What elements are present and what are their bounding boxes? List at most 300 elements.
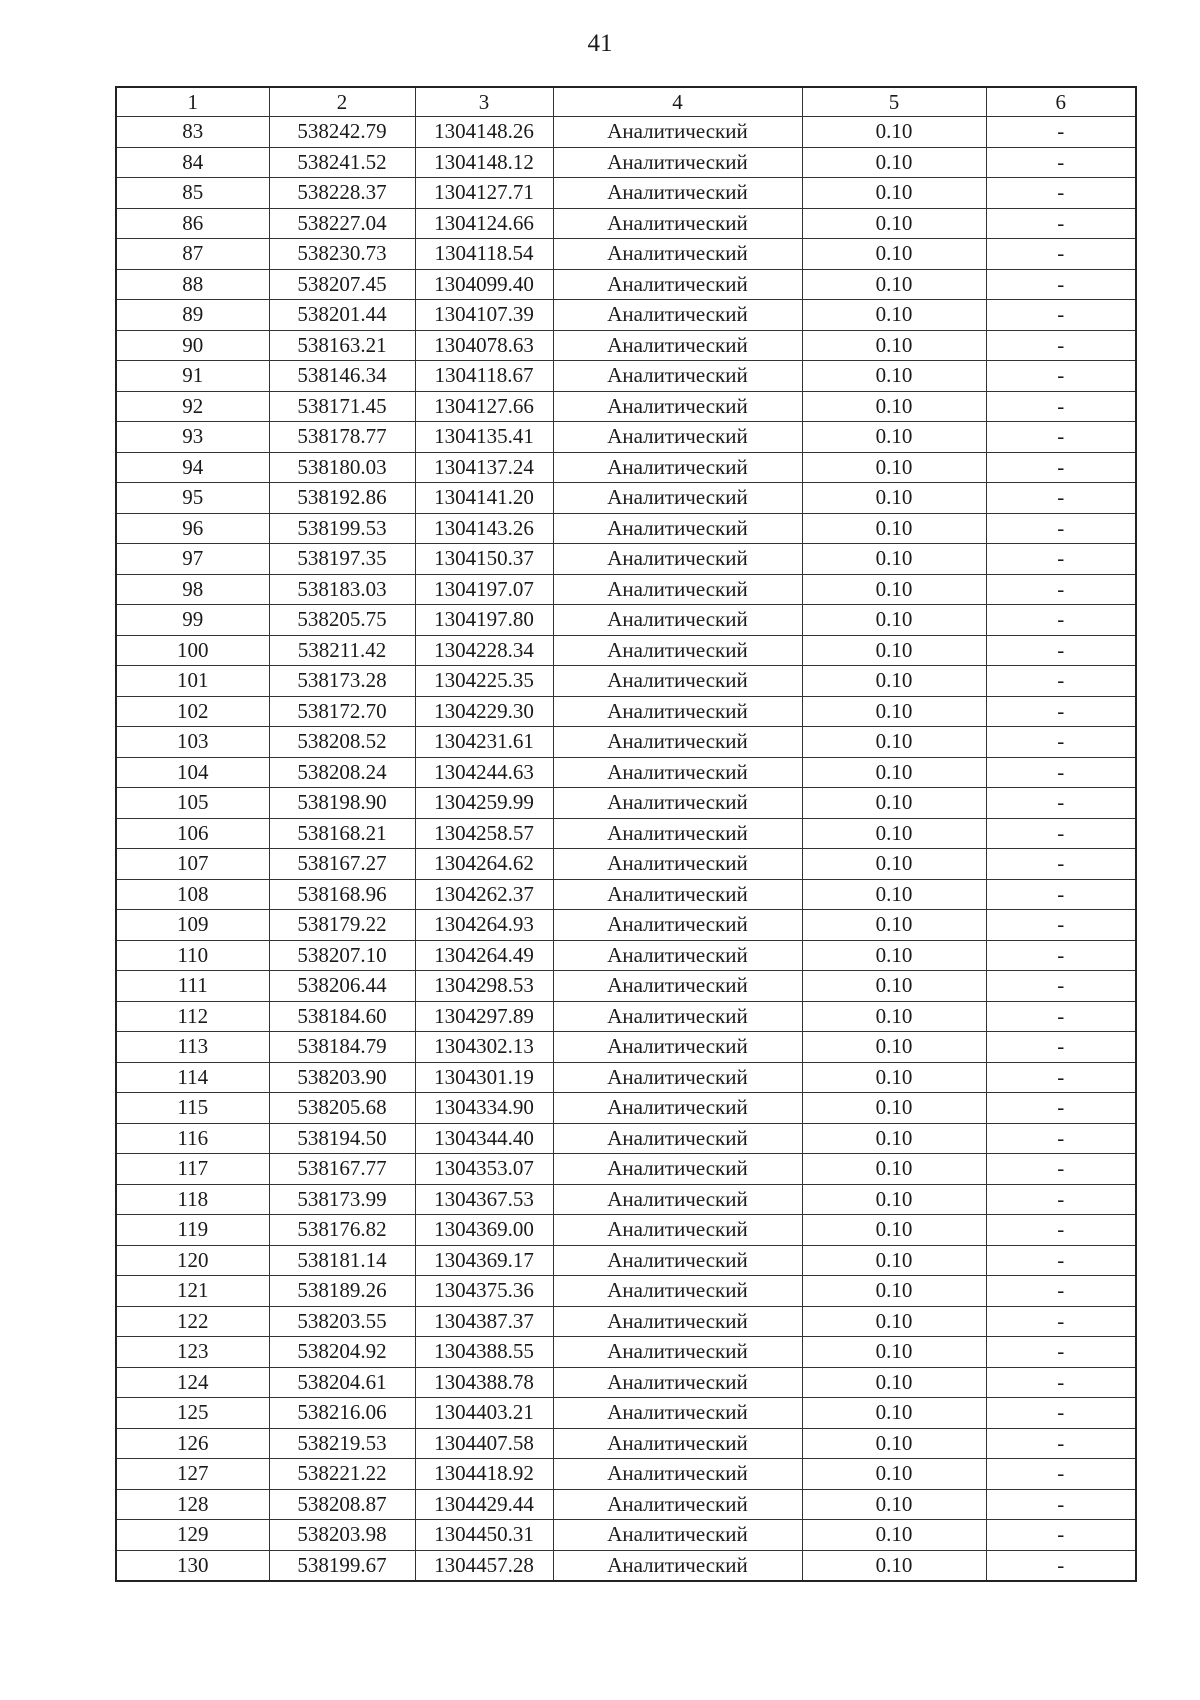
y-coordinate-cell: 1304298.53 (415, 971, 553, 1002)
point-number-cell: 93 (116, 422, 269, 453)
y-coordinate-cell: 1304264.62 (415, 849, 553, 880)
y-coordinate-cell: 1304127.71 (415, 178, 553, 209)
y-coordinate-cell: 1304143.26 (415, 513, 553, 544)
point-number-cell: 87 (116, 239, 269, 270)
accuracy-cell: 0.10 (802, 117, 986, 148)
x-coordinate-cell: 538205.75 (269, 605, 415, 636)
point-number-cell: 103 (116, 727, 269, 758)
x-coordinate-cell: 538168.96 (269, 879, 415, 910)
method-cell: Аналитический (553, 1123, 802, 1154)
x-coordinate-cell: 538199.53 (269, 513, 415, 544)
note-cell: - (986, 239, 1136, 270)
x-coordinate-cell: 538204.61 (269, 1367, 415, 1398)
x-coordinate-cell: 538227.04 (269, 208, 415, 239)
note-cell: - (986, 1062, 1136, 1093)
method-cell: Аналитический (553, 544, 802, 575)
column-header: 6 (986, 87, 1136, 117)
method-cell: Аналитический (553, 788, 802, 819)
method-cell: Аналитический (553, 452, 802, 483)
y-coordinate-cell: 1304264.49 (415, 940, 553, 971)
accuracy-cell: 0.10 (802, 1245, 986, 1276)
method-cell: Аналитический (553, 269, 802, 300)
x-coordinate-cell: 538242.79 (269, 117, 415, 148)
method-cell: Аналитический (553, 1215, 802, 1246)
accuracy-cell: 0.10 (802, 1123, 986, 1154)
table-row (116, 1337, 1136, 1368)
point-number-cell: 117 (116, 1154, 269, 1185)
note-cell: - (986, 1001, 1136, 1032)
table-row (116, 788, 1136, 819)
x-coordinate-cell: 538180.03 (269, 452, 415, 483)
column-header: 3 (415, 87, 553, 117)
y-coordinate-cell: 1304367.53 (415, 1184, 553, 1215)
method-cell: Аналитический (553, 147, 802, 178)
x-coordinate-cell: 538207.10 (269, 940, 415, 971)
y-coordinate-cell: 1304148.26 (415, 117, 553, 148)
note-cell: - (986, 818, 1136, 849)
table-header-row (116, 87, 1136, 117)
note-cell: - (986, 1367, 1136, 1398)
note-cell: - (986, 1398, 1136, 1429)
note-cell: - (986, 147, 1136, 178)
method-cell: Аналитический (553, 1306, 802, 1337)
table-row (116, 666, 1136, 697)
table-row (116, 1215, 1136, 1246)
accuracy-cell: 0.10 (802, 666, 986, 697)
table-row (116, 1245, 1136, 1276)
method-cell: Аналитический (553, 422, 802, 453)
method-cell: Аналитический (553, 483, 802, 514)
point-number-cell: 113 (116, 1032, 269, 1063)
accuracy-cell: 0.10 (802, 330, 986, 361)
y-coordinate-cell: 1304387.37 (415, 1306, 553, 1337)
x-coordinate-cell: 538201.44 (269, 300, 415, 331)
method-cell: Аналитический (553, 1550, 802, 1581)
x-coordinate-cell: 538221.22 (269, 1459, 415, 1490)
accuracy-cell: 0.10 (802, 727, 986, 758)
method-cell: Аналитический (553, 117, 802, 148)
point-number-cell: 96 (116, 513, 269, 544)
x-coordinate-cell: 538173.28 (269, 666, 415, 697)
x-coordinate-cell: 538167.27 (269, 849, 415, 880)
x-coordinate-cell: 538208.87 (269, 1489, 415, 1520)
point-number-cell: 88 (116, 269, 269, 300)
table-row (116, 696, 1136, 727)
accuracy-cell: 0.10 (802, 1489, 986, 1520)
page-number: 41 (587, 30, 613, 57)
accuracy-cell: 0.10 (802, 1062, 986, 1093)
x-coordinate-cell: 538179.22 (269, 910, 415, 941)
table-row (116, 940, 1136, 971)
x-coordinate-cell: 538207.45 (269, 269, 415, 300)
accuracy-cell: 0.10 (802, 849, 986, 880)
accuracy-cell: 0.10 (802, 391, 986, 422)
point-number-cell: 102 (116, 696, 269, 727)
point-number-cell: 124 (116, 1367, 269, 1398)
y-coordinate-cell: 1304457.28 (415, 1550, 553, 1581)
point-number-cell: 125 (116, 1398, 269, 1429)
accuracy-cell: 0.10 (802, 635, 986, 666)
table-row (116, 239, 1136, 270)
y-coordinate-cell: 1304225.35 (415, 666, 553, 697)
method-cell: Аналитический (553, 1459, 802, 1490)
note-cell: - (986, 1520, 1136, 1551)
y-coordinate-cell: 1304135.41 (415, 422, 553, 453)
x-coordinate-cell: 538163.21 (269, 330, 415, 361)
method-cell: Аналитический (553, 1428, 802, 1459)
column-header: 4 (553, 87, 802, 117)
y-coordinate-cell: 1304228.34 (415, 635, 553, 666)
method-cell: Аналитический (553, 300, 802, 331)
point-number-cell: 121 (116, 1276, 269, 1307)
x-coordinate-cell: 538176.82 (269, 1215, 415, 1246)
x-coordinate-cell: 538211.42 (269, 635, 415, 666)
table-row (116, 1428, 1136, 1459)
x-coordinate-cell: 538184.79 (269, 1032, 415, 1063)
table-row (116, 1093, 1136, 1124)
y-coordinate-cell: 1304107.39 (415, 300, 553, 331)
x-coordinate-cell: 538189.26 (269, 1276, 415, 1307)
note-cell: - (986, 757, 1136, 788)
point-number-cell: 100 (116, 635, 269, 666)
x-coordinate-cell: 538197.35 (269, 544, 415, 575)
y-coordinate-cell: 1304118.67 (415, 361, 553, 392)
method-cell: Аналитический (553, 1001, 802, 1032)
note-cell: - (986, 696, 1136, 727)
method-cell: Аналитический (553, 696, 802, 727)
y-coordinate-cell: 1304137.24 (415, 452, 553, 483)
table-row (116, 513, 1136, 544)
method-cell: Аналитический (553, 178, 802, 209)
note-cell: - (986, 1245, 1136, 1276)
point-number-cell: 89 (116, 300, 269, 331)
note-cell: - (986, 269, 1136, 300)
y-coordinate-cell: 1304264.93 (415, 910, 553, 941)
method-cell: Аналитический (553, 1093, 802, 1124)
table-row (116, 391, 1136, 422)
accuracy-cell: 0.10 (802, 239, 986, 270)
table-row (116, 1550, 1136, 1581)
table-row (116, 1032, 1136, 1063)
x-coordinate-cell: 538203.90 (269, 1062, 415, 1093)
note-cell: - (986, 1550, 1136, 1581)
x-coordinate-cell: 538206.44 (269, 971, 415, 1002)
x-coordinate-cell: 538204.92 (269, 1337, 415, 1368)
accuracy-cell: 0.10 (802, 696, 986, 727)
x-coordinate-cell: 538230.73 (269, 239, 415, 270)
table-row (116, 361, 1136, 392)
point-number-cell: 107 (116, 849, 269, 880)
table-row (116, 1398, 1136, 1429)
point-number-cell: 114 (116, 1062, 269, 1093)
x-coordinate-cell: 538178.77 (269, 422, 415, 453)
x-coordinate-cell: 538184.60 (269, 1001, 415, 1032)
y-coordinate-cell: 1304403.21 (415, 1398, 553, 1429)
point-number-cell: 105 (116, 788, 269, 819)
y-coordinate-cell: 1304369.17 (415, 1245, 553, 1276)
point-number-cell: 127 (116, 1459, 269, 1490)
y-coordinate-cell: 1304369.00 (415, 1215, 553, 1246)
accuracy-cell: 0.10 (802, 208, 986, 239)
table-row (116, 1459, 1136, 1490)
note-cell: - (986, 1184, 1136, 1215)
point-number-cell: 112 (116, 1001, 269, 1032)
table-row (116, 330, 1136, 361)
y-coordinate-cell: 1304244.63 (415, 757, 553, 788)
x-coordinate-cell: 538181.14 (269, 1245, 415, 1276)
x-coordinate-cell: 538194.50 (269, 1123, 415, 1154)
point-number-cell: 106 (116, 818, 269, 849)
accuracy-cell: 0.10 (802, 818, 986, 849)
method-cell: Аналитический (553, 910, 802, 941)
x-coordinate-cell: 538241.52 (269, 147, 415, 178)
note-cell: - (986, 574, 1136, 605)
note-cell: - (986, 910, 1136, 941)
x-coordinate-cell: 538208.52 (269, 727, 415, 758)
point-number-cell: 104 (116, 757, 269, 788)
table-row (116, 879, 1136, 910)
method-cell: Аналитический (553, 727, 802, 758)
note-cell: - (986, 971, 1136, 1002)
table-row (116, 178, 1136, 209)
point-number-cell: 95 (116, 483, 269, 514)
table-row (116, 1184, 1136, 1215)
accuracy-cell: 0.10 (802, 879, 986, 910)
note-cell: - (986, 849, 1136, 880)
point-number-cell: 111 (116, 971, 269, 1002)
method-cell: Аналитический (553, 1245, 802, 1276)
point-number-cell: 109 (116, 910, 269, 941)
point-number-cell: 91 (116, 361, 269, 392)
x-coordinate-cell: 538171.45 (269, 391, 415, 422)
accuracy-cell: 0.10 (802, 1520, 986, 1551)
note-cell: - (986, 422, 1136, 453)
point-number-cell: 118 (116, 1184, 269, 1215)
table-row (116, 1154, 1136, 1185)
method-cell: Аналитический (553, 1032, 802, 1063)
accuracy-cell: 0.10 (802, 1337, 986, 1368)
point-number-cell: 126 (116, 1428, 269, 1459)
coordinates-table (115, 86, 1137, 1582)
y-coordinate-cell: 1304231.61 (415, 727, 553, 758)
y-coordinate-cell: 1304262.37 (415, 879, 553, 910)
table-row (116, 849, 1136, 880)
y-coordinate-cell: 1304301.19 (415, 1062, 553, 1093)
point-number-cell: 129 (116, 1520, 269, 1551)
table-row (116, 1123, 1136, 1154)
y-coordinate-cell: 1304344.40 (415, 1123, 553, 1154)
x-coordinate-cell: 538198.90 (269, 788, 415, 819)
note-cell: - (986, 605, 1136, 636)
method-cell: Аналитический (553, 208, 802, 239)
note-cell: - (986, 1123, 1136, 1154)
note-cell: - (986, 1093, 1136, 1124)
y-coordinate-cell: 1304141.20 (415, 483, 553, 514)
x-coordinate-cell: 538203.55 (269, 1306, 415, 1337)
note-cell: - (986, 635, 1136, 666)
y-coordinate-cell: 1304353.07 (415, 1154, 553, 1185)
point-number-cell: 99 (116, 605, 269, 636)
x-coordinate-cell: 538199.67 (269, 1550, 415, 1581)
note-cell: - (986, 330, 1136, 361)
y-coordinate-cell: 1304078.63 (415, 330, 553, 361)
y-coordinate-cell: 1304124.66 (415, 208, 553, 239)
table-row (116, 818, 1136, 849)
accuracy-cell: 0.10 (802, 452, 986, 483)
table-row (116, 1367, 1136, 1398)
note-cell: - (986, 879, 1136, 910)
table-row (116, 483, 1136, 514)
method-cell: Аналитический (553, 940, 802, 971)
note-cell: - (986, 1489, 1136, 1520)
point-number-cell: 110 (116, 940, 269, 971)
note-cell: - (986, 1306, 1136, 1337)
note-cell: - (986, 483, 1136, 514)
method-cell: Аналитический (553, 849, 802, 880)
column-header: 2 (269, 87, 415, 117)
method-cell: Аналитический (553, 1276, 802, 1307)
note-cell: - (986, 1154, 1136, 1185)
y-coordinate-cell: 1304258.57 (415, 818, 553, 849)
x-coordinate-cell: 538183.03 (269, 574, 415, 605)
table-row (116, 1520, 1136, 1551)
accuracy-cell: 0.10 (802, 940, 986, 971)
accuracy-cell: 0.10 (802, 910, 986, 941)
note-cell: - (986, 1276, 1136, 1307)
y-coordinate-cell: 1304388.78 (415, 1367, 553, 1398)
y-coordinate-cell: 1304450.31 (415, 1520, 553, 1551)
method-cell: Аналитический (553, 1367, 802, 1398)
accuracy-cell: 0.10 (802, 300, 986, 331)
accuracy-cell: 0.10 (802, 1032, 986, 1063)
note-cell: - (986, 300, 1136, 331)
x-coordinate-cell: 538168.21 (269, 818, 415, 849)
point-number-cell: 83 (116, 117, 269, 148)
method-cell: Аналитический (553, 605, 802, 636)
accuracy-cell: 0.10 (802, 544, 986, 575)
accuracy-cell: 0.10 (802, 1398, 986, 1429)
point-number-cell: 128 (116, 1489, 269, 1520)
accuracy-cell: 0.10 (802, 422, 986, 453)
y-coordinate-cell: 1304302.13 (415, 1032, 553, 1063)
table-row (116, 300, 1136, 331)
note-cell: - (986, 452, 1136, 483)
point-number-cell: 94 (116, 452, 269, 483)
table-row (116, 1062, 1136, 1093)
y-coordinate-cell: 1304259.99 (415, 788, 553, 819)
point-number-cell: 119 (116, 1215, 269, 1246)
x-coordinate-cell: 538173.99 (269, 1184, 415, 1215)
note-cell: - (986, 178, 1136, 209)
x-coordinate-cell: 538205.68 (269, 1093, 415, 1124)
note-cell: - (986, 940, 1136, 971)
x-coordinate-cell: 538167.77 (269, 1154, 415, 1185)
x-coordinate-cell: 538208.24 (269, 757, 415, 788)
method-cell: Аналитический (553, 635, 802, 666)
x-coordinate-cell: 538228.37 (269, 178, 415, 209)
table-row (116, 269, 1136, 300)
accuracy-cell: 0.10 (802, 757, 986, 788)
method-cell: Аналитический (553, 1154, 802, 1185)
accuracy-cell: 0.10 (802, 605, 986, 636)
table-row (116, 147, 1136, 178)
y-coordinate-cell: 1304127.66 (415, 391, 553, 422)
x-coordinate-cell: 538192.86 (269, 483, 415, 514)
point-number-cell: 84 (116, 147, 269, 178)
x-coordinate-cell: 538203.98 (269, 1520, 415, 1551)
accuracy-cell: 0.10 (802, 1093, 986, 1124)
accuracy-cell: 0.10 (802, 788, 986, 819)
x-coordinate-cell: 538172.70 (269, 696, 415, 727)
accuracy-cell: 0.10 (802, 269, 986, 300)
method-cell: Аналитический (553, 757, 802, 788)
table-row (116, 452, 1136, 483)
accuracy-cell: 0.10 (802, 513, 986, 544)
point-number-cell: 92 (116, 391, 269, 422)
y-coordinate-cell: 1304407.58 (415, 1428, 553, 1459)
accuracy-cell: 0.10 (802, 971, 986, 1002)
y-coordinate-cell: 1304099.40 (415, 269, 553, 300)
method-cell: Аналитический (553, 239, 802, 270)
point-number-cell: 86 (116, 208, 269, 239)
point-number-cell: 115 (116, 1093, 269, 1124)
table-row (116, 605, 1136, 636)
point-number-cell: 122 (116, 1306, 269, 1337)
x-coordinate-cell: 538216.06 (269, 1398, 415, 1429)
accuracy-cell: 0.10 (802, 178, 986, 209)
note-cell: - (986, 666, 1136, 697)
table-row (116, 1001, 1136, 1032)
table-row (116, 635, 1136, 666)
method-cell: Аналитический (553, 879, 802, 910)
note-cell: - (986, 544, 1136, 575)
point-number-cell: 108 (116, 879, 269, 910)
accuracy-cell: 0.10 (802, 1001, 986, 1032)
point-number-cell: 123 (116, 1337, 269, 1368)
y-coordinate-cell: 1304197.07 (415, 574, 553, 605)
accuracy-cell: 0.10 (802, 1367, 986, 1398)
accuracy-cell: 0.10 (802, 361, 986, 392)
x-coordinate-cell: 538146.34 (269, 361, 415, 392)
point-number-cell: 120 (116, 1245, 269, 1276)
table-row (116, 1276, 1136, 1307)
y-coordinate-cell: 1304148.12 (415, 147, 553, 178)
accuracy-cell: 0.10 (802, 1428, 986, 1459)
y-coordinate-cell: 1304229.30 (415, 696, 553, 727)
accuracy-cell: 0.10 (802, 1276, 986, 1307)
column-header: 5 (802, 87, 986, 117)
table-row (116, 117, 1136, 148)
accuracy-cell: 0.10 (802, 1459, 986, 1490)
method-cell: Аналитический (553, 513, 802, 544)
table-row (116, 910, 1136, 941)
note-cell: - (986, 208, 1136, 239)
table-row (116, 422, 1136, 453)
accuracy-cell: 0.10 (802, 483, 986, 514)
method-cell: Аналитический (553, 330, 802, 361)
point-number-cell: 97 (116, 544, 269, 575)
point-number-cell: 85 (116, 178, 269, 209)
method-cell: Аналитический (553, 1062, 802, 1093)
table-row (116, 727, 1136, 758)
table-row (116, 1489, 1136, 1520)
y-coordinate-cell: 1304118.54 (415, 239, 553, 270)
point-number-cell: 98 (116, 574, 269, 605)
y-coordinate-cell: 1304197.80 (415, 605, 553, 636)
y-coordinate-cell: 1304418.92 (415, 1459, 553, 1490)
accuracy-cell: 0.10 (802, 1154, 986, 1185)
note-cell: - (986, 1459, 1136, 1490)
